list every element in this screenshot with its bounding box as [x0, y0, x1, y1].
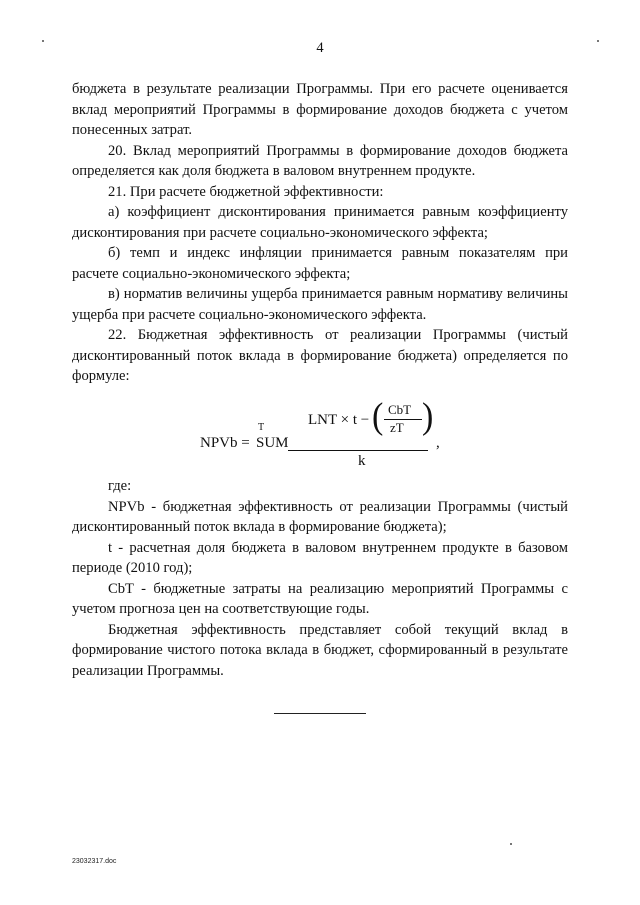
- formula-sum: SUM: [256, 435, 289, 451]
- paragraph: 20. Вклад мероприятий Программы в формирование доходов бюджета определяется как доля бюджета в валовом внутреннем продукте.: [72, 142, 568, 179]
- formula-comma: ,: [436, 435, 440, 451]
- paragraph: 21. При расчете бюджетной эффективности:: [108, 183, 384, 200]
- footer-filename: 23032317.doc: [72, 858, 117, 865]
- scan-speck: [510, 843, 512, 845]
- inner-denominator: zT: [390, 420, 404, 435]
- body-text: [72, 79, 568, 387]
- paragraph: а) коэффициент дисконтирования принимается равным коэффициенту дисконтирования при расчете социально-экономического эффекта;: [72, 204, 568, 241]
- paragraph: 22. Бюджетная эффективность от реализации Программы (чистый дисконтированный поток вклада в формирование бюджета) определяется по формуле:: [72, 327, 568, 384]
- scan-speck: [42, 40, 44, 42]
- paragraph: в) норматив величины ущерба принимается равным нормативу величины ущерба при расчете социально-экономического эффекта.: [72, 286, 568, 323]
- formula-denominator: k: [358, 453, 366, 469]
- page-number: 4: [316, 40, 324, 56]
- definition: CbT - бюджетные затраты на реализацию мероприятий Программы с учетом прогноза цен на соответствующие годы.: [72, 580, 568, 617]
- end-divider: [274, 713, 366, 714]
- left-paren: (: [372, 396, 384, 437]
- formula-sum-limit: T: [258, 422, 265, 433]
- right-paren: ): [422, 396, 434, 437]
- definition: t - расчетная доля бюджета в валовом внутреннем продукте в базовом периоде (2010 год);: [72, 539, 568, 576]
- formula-numerator: LNT × t −: [308, 412, 370, 428]
- paragraph: Бюджетная эффективность представляет собой текущий вклад в формирование чистого потока вклада в бюджет, сформированный в результате реализации Программы.: [72, 621, 568, 679]
- where-label: где:: [108, 478, 132, 494]
- npv-formula: [200, 398, 500, 468]
- inner-numerator: CbT: [388, 402, 412, 417]
- scan-speck: [597, 40, 599, 42]
- paragraph: бюджета в результате реализации Программы. При его расчете оценивается вклад мероприятий Программы в формирование доходов бюджета с учетом понесенных затрат.: [72, 81, 568, 138]
- formula-lhs: NPVb =: [200, 435, 250, 451]
- formula-fraction-bar: [288, 450, 428, 451]
- definitions-text: [72, 476, 568, 681]
- paragraph: б) темп и индекс инфляции принимается равным показателям при расчете социально-экономического эффекта;: [72, 245, 568, 282]
- definition: NPVb - бюджетная эффективность от реализации Программы (чистый дисконтированный поток вклада в формирование бюджета);: [72, 498, 568, 535]
